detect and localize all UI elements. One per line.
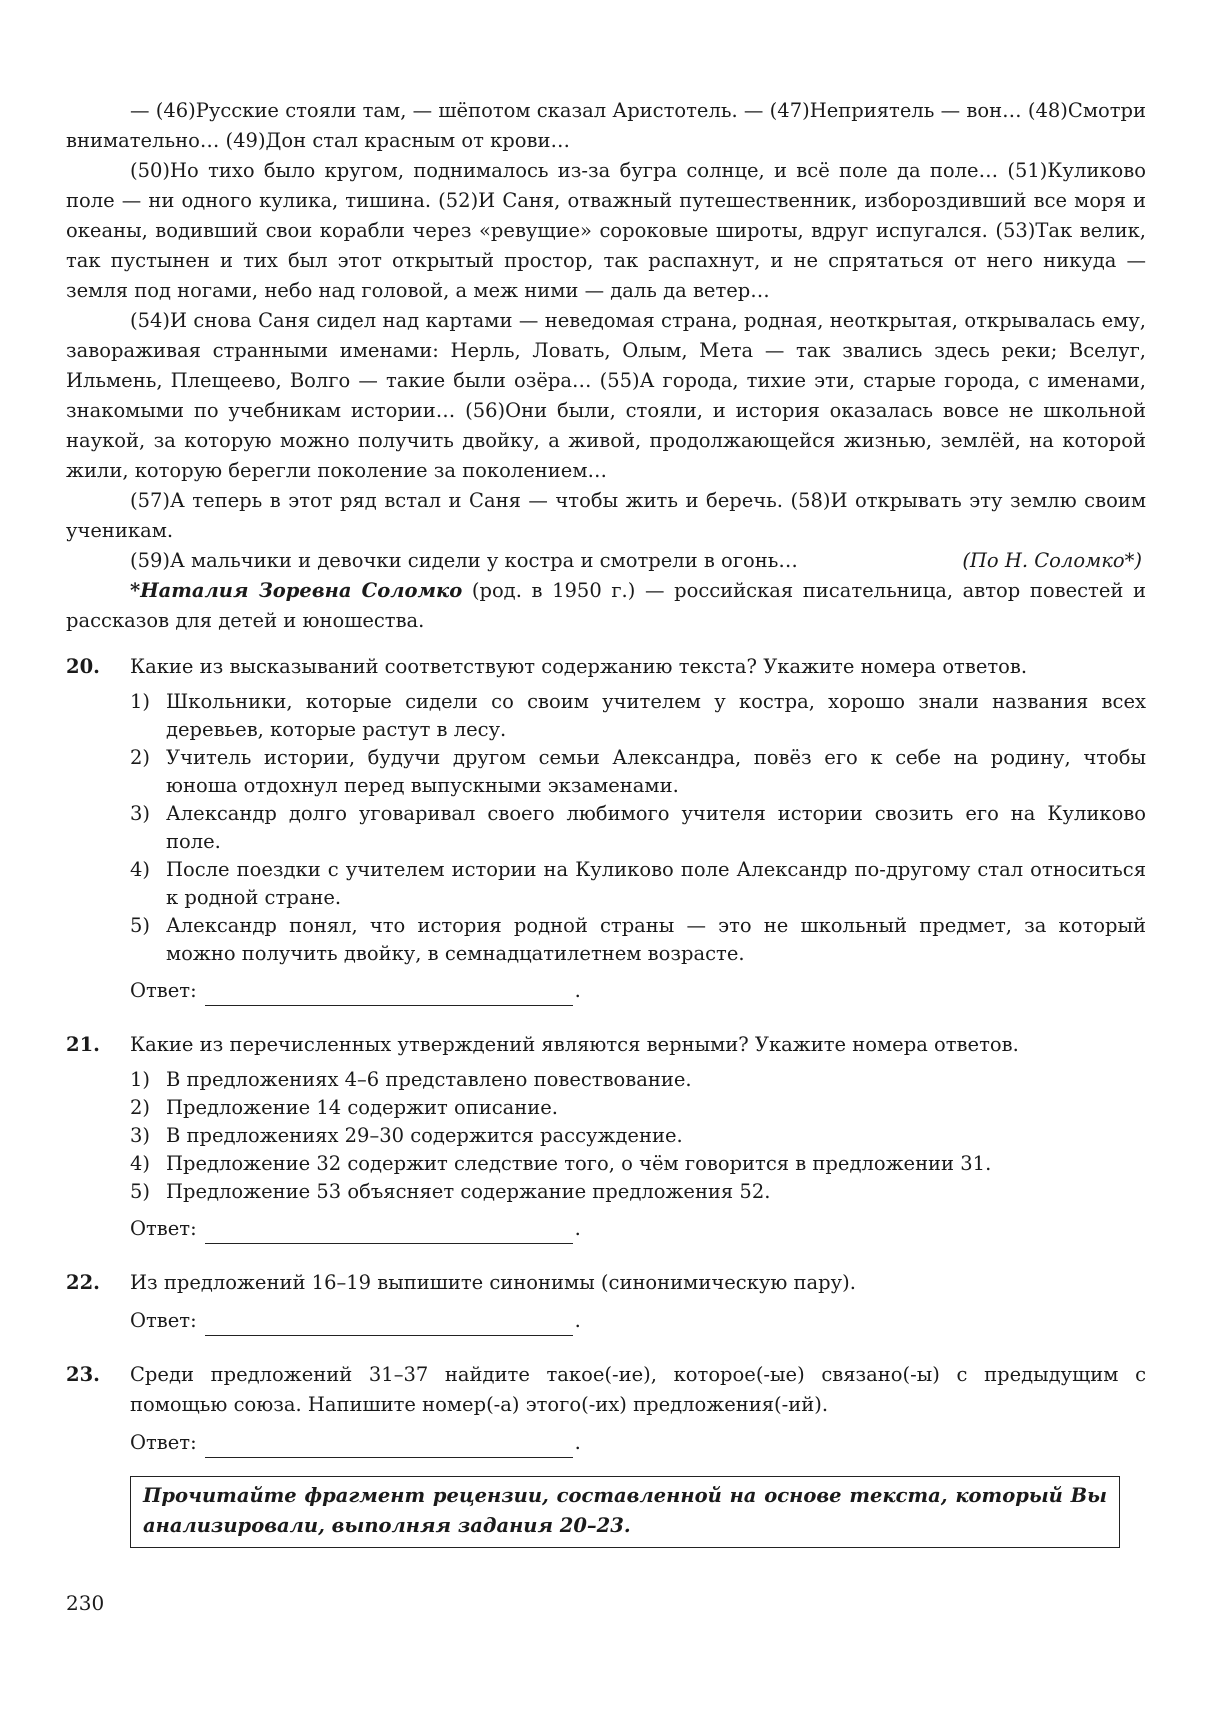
- answer-row: [130, 1214, 1146, 1244]
- task-question: Среди предложений 31–37 найдите такое(-ие), которое(-ые) связано(-ы) с предыдущим с помощью союза. Напишите номер(-а) этого(-их) предложения(-ий).: [130, 1363, 1146, 1416]
- answer-field[interactable]: [205, 1221, 573, 1244]
- option-text: Александр понял, что история родной страны — это не школьный предмет, за который можно получить двойку, в семнадцатилетнем возрасте.: [166, 914, 1146, 965]
- answer-label: Ответ:: [130, 1309, 197, 1332]
- final-line: [66, 546, 1146, 576]
- option-text: В предложениях 4–6 представлено повествование.: [166, 1068, 692, 1091]
- text-paragraph: (57)А теперь в этот ряд встал и Саня — чтобы жить и беречь. (58)И открывать эту землю своим ученикам.: [66, 489, 1146, 542]
- options-list: [130, 1066, 1146, 1206]
- text-source: (По Н. Соломко*): [962, 549, 1142, 572]
- answer-field[interactable]: [205, 1313, 573, 1336]
- option-text: Александр долго уговаривал своего любимого учителя истории свозить его на Куликово поле.: [166, 802, 1146, 853]
- answer-dot: .: [574, 1309, 581, 1332]
- task-number: 23.: [66, 1363, 100, 1386]
- option-item: [130, 688, 1146, 744]
- document-page: [66, 96, 1146, 1548]
- instruction-box: Прочитайте фрагмент рецензии, составленной на основе текста, который Вы анализировали, выполняя задания 20–23.: [130, 1476, 1120, 1548]
- task-number: 20.: [66, 655, 100, 678]
- answer-dot: .: [574, 1431, 581, 1454]
- author-note-text: (род. в 1950 г.) — российская писательница, автор повестей и рассказов для детей и юношества.: [66, 579, 1146, 632]
- answer-field[interactable]: [205, 1435, 573, 1458]
- option-number: 3): [130, 1124, 151, 1147]
- task-question: Какие из высказываний соответствуют содержанию текста? Укажите номера ответов.: [130, 655, 1028, 678]
- option-text: Предложение 53 объясняет содержание предложения 52.: [166, 1180, 771, 1203]
- option-text: После поездки с учителем истории на Куликово поле Александр по-другому стал относиться к родной стране.: [166, 858, 1146, 909]
- author-name: *Наталия Зоревна Соломко: [130, 579, 463, 602]
- answer-field[interactable]: [205, 983, 573, 1006]
- option-number: 2): [130, 1096, 151, 1119]
- options-list: [130, 688, 1146, 968]
- option-item: [130, 1094, 1146, 1122]
- answer-dot: .: [574, 979, 581, 1002]
- answer-label: Ответ:: [130, 1431, 197, 1454]
- option-item: [130, 800, 1146, 856]
- option-number: 1): [130, 1068, 151, 1091]
- option-item: [130, 744, 1146, 800]
- author-footnote: [66, 576, 1146, 636]
- option-text: Учитель истории, будучи другом семьи Александра, повёз его к себе на родину, чтобы юноша отдохнул перед выпускными экзаменами.: [166, 746, 1146, 797]
- option-number: 4): [130, 1152, 151, 1175]
- option-number: 5): [130, 914, 151, 937]
- option-number: 1): [130, 690, 151, 713]
- option-text: Предложение 32 содержит следствие того, о чём говорится в предложении 31.: [166, 1152, 992, 1175]
- option-number: 2): [130, 746, 151, 769]
- answer-label: Ответ:: [130, 1217, 197, 1240]
- text-paragraph: (54)И снова Саня сидел над картами — неведомая страна, родная, неоткрытая, открывалась ему, завораживая странными именами: Нерль, Ловать, Олым, Мета — так звались здесь реки; Вселуг, Ильмень, Плещеево, Волго — такие были озёра… (55)А города, тихие эти, старые города, с именами, знакомыми по учебникам истории… (56)Они были, стояли, и история оказалась вовсе не школьной наукой, за которую можно получить двойку, а живой, продолжающейся жизнью, землёй, на которой жили, которую берегли поколение за поколением…: [66, 309, 1146, 482]
- text-paragraph: — (46)Русские стояли там, — шёпотом сказал Аристотель. — (47)Неприятель — вон… (48)Смотри внимательно… (49)Дон стал красным от крови…: [66, 99, 1146, 152]
- option-text: В предложениях 29–30 содержится рассуждение.: [166, 1124, 683, 1147]
- option-item: [130, 912, 1146, 968]
- task-number: 21.: [66, 1033, 100, 1056]
- option-number: 4): [130, 858, 151, 881]
- task-22: [66, 1268, 1146, 1350]
- task-23: [66, 1360, 1146, 1472]
- option-item: [130, 856, 1146, 912]
- option-number: 5): [130, 1180, 151, 1203]
- option-text: Школьники, которые сидели со своим учителем у костра, хорошо знали названия всех деревьев, которые растут в лесу.: [166, 690, 1146, 741]
- text-paragraph: (50)Но тихо было кругом, поднималось из-за бугра солнце, и всё поле да поле… (51)Куликово поле — ни одного кулика, тишина. (52)И Саня, отважный путешественник, избороздивший все моря и океаны, водивший свои корабли через «ревущие» сороковые широты, вдруг испугался. (53)Так велик, так пустынен и тих был этот открытый простор, так распахнут, и не спрятаться от него никуда — земля под ногами, небо над головой, а меж ними — даль да ветер…: [66, 159, 1146, 302]
- option-text: Предложение 14 содержит описание.: [166, 1096, 559, 1119]
- option-item: [130, 1150, 1146, 1178]
- task-question: Из предложений 16–19 выпишите синонимы (синонимическую пару).: [130, 1271, 856, 1294]
- answer-dot: .: [574, 1217, 581, 1240]
- answer-row: [130, 976, 1146, 1006]
- task-20: [66, 652, 1146, 1020]
- answer-row: [130, 1428, 1146, 1458]
- task-question: Какие из перечисленных утверждений являются верными? Укажите номера ответов.: [130, 1033, 1019, 1056]
- option-number: 3): [130, 802, 151, 825]
- text-paragraph: (59)А мальчики и девочки сидели у костра и смотрели в огонь…: [130, 549, 798, 572]
- task-number: 22.: [66, 1271, 100, 1294]
- option-item: [130, 1122, 1146, 1150]
- answer-row: [130, 1306, 1146, 1336]
- option-item: [130, 1066, 1146, 1094]
- task-21: [66, 1030, 1146, 1258]
- page-number: 230: [66, 1591, 105, 1615]
- option-item: [130, 1178, 1146, 1206]
- answer-label: Ответ:: [130, 979, 197, 1002]
